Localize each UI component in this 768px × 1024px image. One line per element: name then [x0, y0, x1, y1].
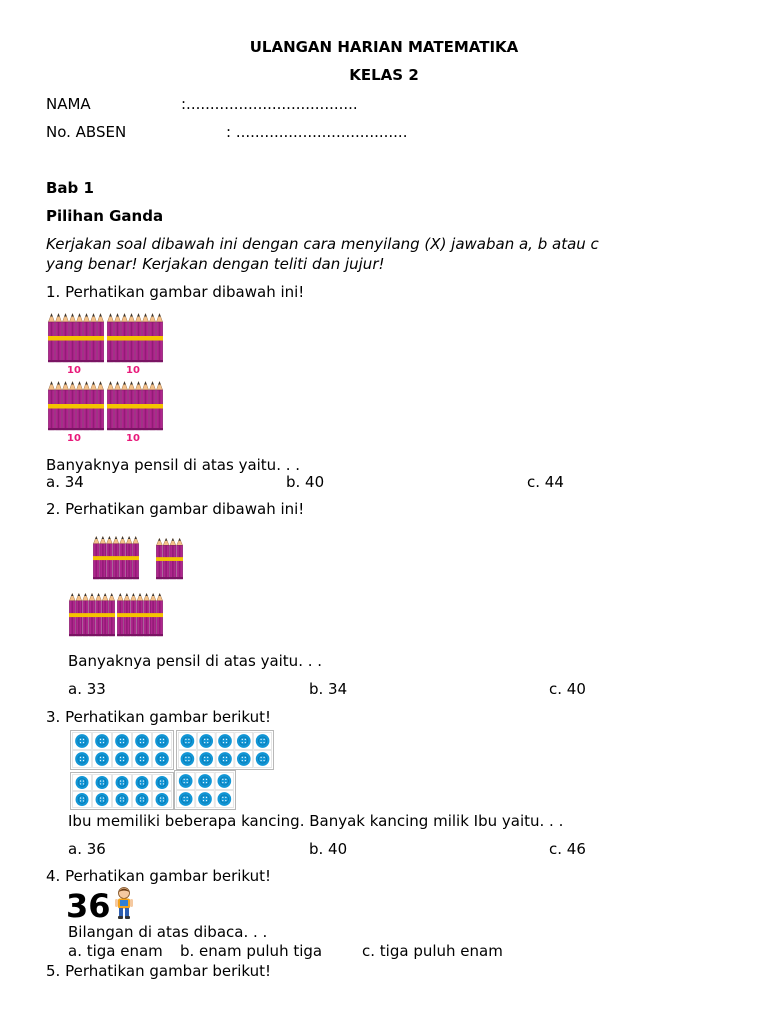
pencil-bundle — [107, 312, 163, 362]
q3-prompt: 3. Perhatikan gambar berikut! — [46, 708, 272, 726]
q2-prompt: 2. Perhatikan gambar dibawah ini! — [46, 500, 305, 518]
pencil-bundle — [93, 535, 139, 579]
section-heading: Pilihan Ganda — [46, 207, 164, 225]
q4-option-b[interactable]: b. enam puluh tiga — [180, 942, 323, 960]
child-figure-icon — [112, 886, 138, 920]
q4-prompt: 4. Perhatikan gambar berikut! — [46, 867, 272, 885]
q3-question: Ibu memiliki beberapa kancing. Banyak kancing milik Ibu yaitu. . . — [68, 812, 564, 830]
q4-question: Bilangan di atas dibaca. . . — [68, 923, 268, 941]
q4-option-c[interactable]: c. tiga puluh enam — [362, 942, 503, 960]
q2-question: Banyaknya pensil di atas yaitu. . . — [68, 652, 323, 670]
bundle-label: 10 — [67, 365, 81, 376]
q4-number: 36 — [66, 887, 111, 925]
absen-field[interactable]: : .................................... — [226, 123, 408, 141]
pencil-bundle — [48, 312, 104, 362]
bundle-label: 10 — [67, 433, 81, 444]
pencil-group — [156, 537, 183, 579]
page-subtitle: KELAS 2 — [349, 66, 419, 84]
button-card — [176, 730, 274, 770]
button-card — [174, 770, 236, 810]
q1-prompt: 1. Perhatikan gambar dibawah ini! — [46, 283, 305, 301]
q3-option-a[interactable]: a. 36 — [68, 840, 106, 858]
button-card — [70, 730, 174, 770]
instruction-line-1: Kerjakan soal dibawah ini dengan cara menyilang (X) jawaban a, b atau c — [46, 235, 599, 253]
bundle-label: 10 — [126, 365, 140, 376]
absen-label: No. ABSEN — [46, 123, 127, 141]
q2-option-c[interactable]: c. 40 — [549, 680, 586, 698]
q2-option-b[interactable]: b. 34 — [309, 680, 348, 698]
q1-option-a[interactable]: a. 34 — [46, 473, 84, 491]
pencil-bundle — [117, 592, 163, 636]
q1-option-b[interactable]: b. 40 — [286, 473, 325, 491]
chapter-heading: Bab 1 — [46, 179, 94, 197]
pencil-bundle — [107, 380, 163, 430]
nama-field[interactable]: :.................................... — [181, 95, 358, 113]
q4-option-a[interactable]: a. tiga enam — [68, 942, 163, 960]
q3-option-b[interactable]: b. 40 — [309, 840, 348, 858]
pencil-bundle — [69, 592, 115, 636]
instruction-line-2: yang benar! Kerjakan dengan teliti dan jujur! — [46, 255, 385, 273]
button-card — [70, 772, 174, 810]
q1-option-c[interactable]: c. 44 — [527, 473, 564, 491]
page-title: ULANGAN HARIAN MATEMATIKA — [249, 38, 519, 56]
q3-option-c[interactable]: c. 46 — [549, 840, 586, 858]
q5-prompt: 5. Perhatikan gambar berikut! — [46, 962, 272, 980]
q1-question: Banyaknya pensil di atas yaitu. . . — [46, 456, 301, 474]
q2-option-a[interactable]: a. 33 — [68, 680, 106, 698]
pencil-bundle — [48, 380, 104, 430]
nama-label: NAMA — [46, 95, 91, 113]
bundle-label: 10 — [126, 433, 140, 444]
